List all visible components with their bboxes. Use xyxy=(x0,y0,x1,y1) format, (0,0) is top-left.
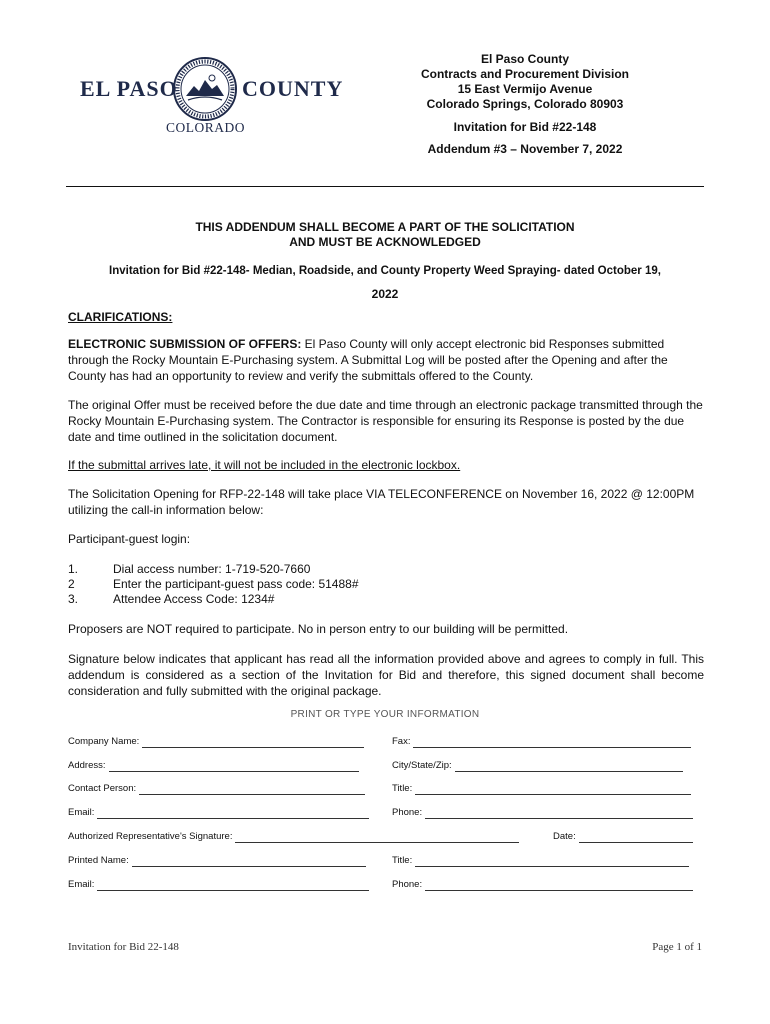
company-name-label: Company Name: xyxy=(68,736,140,747)
county-seal-icon xyxy=(172,56,238,122)
date-input-line[interactable] xyxy=(579,833,693,843)
printed-name-label: Printed Name: xyxy=(68,855,129,866)
phone-input-line[interactable] xyxy=(425,809,693,819)
proposers-note: Proposers are NOT required to participate. No in person entry to our building will be permitted. xyxy=(68,622,569,636)
participant-login-label: Participant-guest login: xyxy=(68,532,191,546)
list-item xyxy=(68,562,310,577)
electronic-submission-label: ELECTRONIC SUBMISSION OF OFFERS: xyxy=(68,337,302,351)
header-org: El Paso County xyxy=(480,52,569,66)
clarifications-heading: CLARIFICATIONS: xyxy=(68,310,173,324)
header-city: Colorado Springs, Colorado 80903 xyxy=(426,97,624,111)
title-field-2[interactable] xyxy=(392,855,689,867)
logo-left-word: EL PASO xyxy=(80,76,178,101)
email-field-2[interactable] xyxy=(68,879,369,891)
list-item-number: 2 xyxy=(68,577,75,591)
authorized-signature-label: Authorized Representative's Signature: xyxy=(68,831,233,842)
title-input-line[interactable] xyxy=(415,857,689,867)
date-label: Date: xyxy=(553,831,576,842)
logo-right-word: COUNTY xyxy=(242,76,344,101)
title-label: Title: xyxy=(392,855,413,866)
footer-document-id: Invitation for Bid 22-148 xyxy=(68,941,179,953)
address-field[interactable] xyxy=(68,760,359,772)
late-notice: If the submittal arrives late, it will not be included in the electronic lockbox. xyxy=(68,458,461,472)
original-offer-paragraph: The original Offer must be received before the due date and time through an electronic package transmitted through the Rocky Mountain E-Purchasing system. The Contractor is responsible for ensuring its Response is posted by the due date and time outlined in the solicitation document. xyxy=(68,398,703,444)
email-label: Email: xyxy=(68,807,95,818)
city-state-zip-input-line[interactable] xyxy=(455,762,683,772)
list-item-text: Dial access number: 1-719-520-7660 xyxy=(113,562,311,576)
list-item xyxy=(68,577,359,592)
city-state-zip-field[interactable] xyxy=(392,760,683,772)
address-label: Address: xyxy=(68,760,106,771)
phone-input-line[interactable] xyxy=(425,881,693,891)
phone-label: Phone: xyxy=(392,807,423,818)
phone-field-2[interactable] xyxy=(392,879,693,891)
electronic-submission-paragraph xyxy=(68,336,704,384)
logo-state: COLORADO xyxy=(166,120,246,135)
fax-input-line[interactable] xyxy=(413,738,691,748)
fax-label: Fax: xyxy=(392,736,411,747)
title-label: Title: xyxy=(392,783,413,794)
header-addendum: Addendum #3 – November 7, 2022 xyxy=(427,142,623,156)
email-input-line[interactable] xyxy=(97,881,369,891)
header-divider xyxy=(66,186,704,187)
phone-field[interactable] xyxy=(392,807,693,819)
header-street: 15 East Vermijo Avenue xyxy=(457,82,593,96)
phone-label: Phone: xyxy=(392,879,423,890)
list-item-number: 1. xyxy=(68,562,79,576)
city-state-zip-label: City/State/Zip: xyxy=(392,760,452,771)
fax-field[interactable] xyxy=(392,736,691,748)
notice-line-2: AND MUST BE ACKNOWLEDGED xyxy=(289,235,481,249)
signature-paragraph: Signature below indicates that applicant has read all the information provided above and agrees to comply in full. This addendum is considered as a section of the Invitation for Bid and therefore, this signed document shall become consideration and fully submitted with the original package. xyxy=(68,652,704,698)
bid-title-line-2: 2022 xyxy=(371,287,399,301)
list-item-number: 3. xyxy=(68,592,79,606)
list-item-text: Enter the participant-guest pass code: 51488# xyxy=(113,577,359,591)
notice-line-1: THIS ADDENDUM SHALL BECOME A PART OF THE SOLICITATION xyxy=(195,220,575,234)
electronic-submission-text: El Paso County will only accept electronic bid Responses submitted through the Rocky Mountain E-Purchasing system. A Submittal Log will be posted after the Opening and after the County has had an opportunity to review and verify the submittals offered to the County. xyxy=(68,337,668,383)
header-division: Contracts and Procurement Division xyxy=(420,67,630,81)
footer-page-number: Page 1 of 1 xyxy=(652,941,702,953)
company-name-input-line[interactable] xyxy=(142,738,364,748)
bid-title-line-1: Invitation for Bid #22-148- Median, Roadside, and County Property Weed Spraying- dated October 19, xyxy=(109,265,661,277)
company-name-field[interactable] xyxy=(68,736,364,748)
title-input-line[interactable] xyxy=(415,785,691,795)
date-field[interactable] xyxy=(553,831,693,843)
authorized-signature-field[interactable] xyxy=(68,831,519,843)
print-type-heading: PRINT OR TYPE YOUR INFORMATION xyxy=(290,709,480,720)
list-item xyxy=(68,592,274,607)
contact-person-field[interactable] xyxy=(68,783,365,795)
contact-person-input-line[interactable] xyxy=(139,785,365,795)
contact-person-label: Contact Person: xyxy=(68,783,137,794)
header-bid: Invitation for Bid #22-148 xyxy=(453,120,597,134)
list-item-text: Attendee Access Code: 1234# xyxy=(113,592,275,606)
authorized-signature-input-line[interactable] xyxy=(235,833,519,843)
email-label: Email: xyxy=(68,879,95,890)
printed-name-field[interactable] xyxy=(68,855,366,867)
printed-name-input-line[interactable] xyxy=(132,857,366,867)
address-input-line[interactable] xyxy=(109,762,359,772)
email-field[interactable] xyxy=(68,807,369,819)
opening-paragraph: The Solicitation Opening for RFP-22-148 will take place VIA TELECONFERENCE on November 16, 2022 @ 12:00PM utilizing the call-in information below: xyxy=(68,487,695,517)
email-input-line[interactable] xyxy=(97,809,369,819)
title-field[interactable] xyxy=(392,783,691,795)
